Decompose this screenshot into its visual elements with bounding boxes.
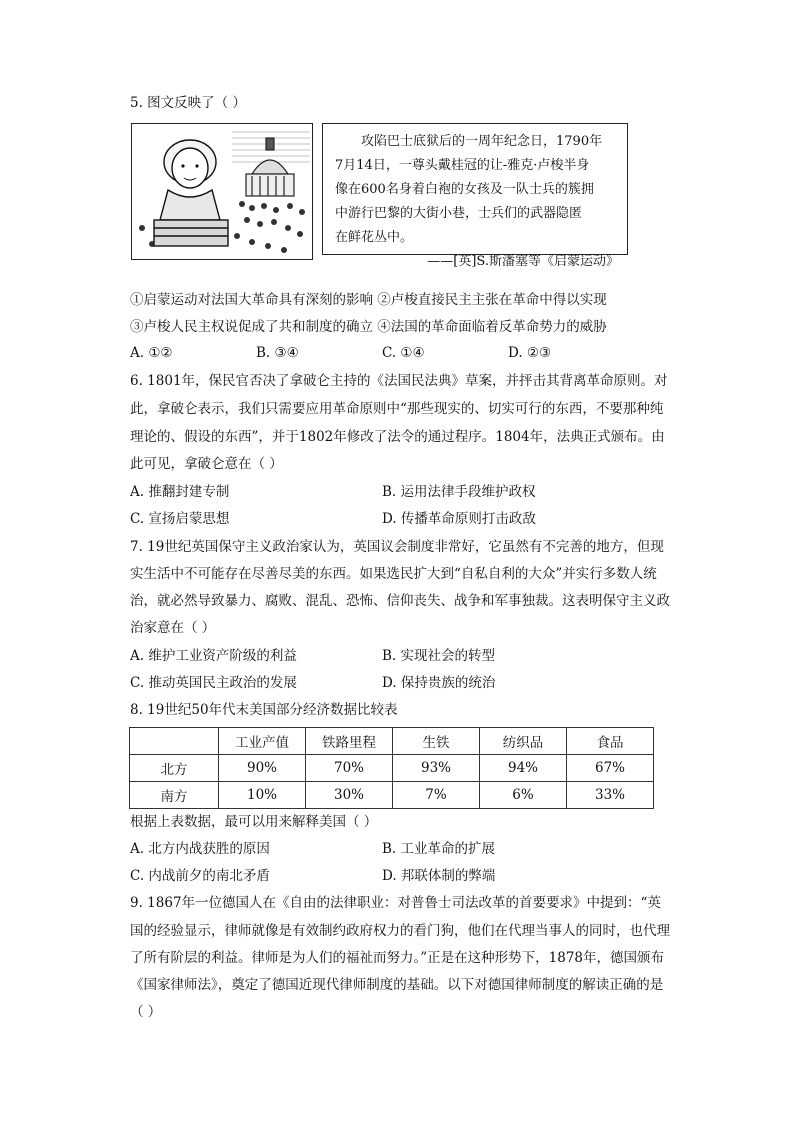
quote-source: ——[英]S.斯潘塞等《启蒙运动》 bbox=[427, 254, 619, 269]
q9-line: （ ） bbox=[130, 1004, 162, 1020]
q7-option-a[interactable]: A. 维护工业资产阶级的利益 bbox=[130, 648, 297, 664]
table-row bbox=[130, 782, 654, 809]
q6-line: 6. 1801年，保民官否决了拿破仑主持的《法国民法典》草案，并抨击其背离革命原则。对 bbox=[130, 373, 668, 389]
table-cell: 94% bbox=[480, 755, 567, 782]
q9-line: 了所有阶层的利益。律师是为人们的福祉而努力。”正是在这种形势下，1878年，德国颁布 bbox=[130, 950, 665, 966]
table-cell: 北方 bbox=[130, 755, 219, 782]
q6-line: 此可见，拿破仑意在（ ） bbox=[130, 456, 283, 472]
q7-option-d[interactable]: D. 保持贵族的统治 bbox=[382, 675, 496, 691]
q7-line: 治，就必然导致暴力、腐败、混乱、恐怖、信仰丧失、战争和军事独裁。这表明保守主义政 bbox=[130, 593, 670, 609]
table-cell: 33% bbox=[567, 782, 654, 809]
table-row bbox=[130, 755, 654, 782]
table-header-cell: 工业产值 bbox=[219, 728, 306, 755]
table-cell: 10% bbox=[219, 782, 306, 809]
q8-option-c[interactable]: C. 内战前夕的南北矛盾 bbox=[130, 868, 270, 884]
table-cell: 南方 bbox=[130, 782, 219, 809]
q5-option-d[interactable]: D. ②③ bbox=[508, 345, 552, 361]
table-header-cell: 生铁 bbox=[393, 728, 480, 755]
quote-line: 中游行巴黎的大街小巷，士兵们的武器隐匿 bbox=[335, 206, 583, 221]
q6-option-a[interactable]: A. 推翻封建专制 bbox=[130, 484, 230, 500]
quote-line: 在鲜花丛中。 bbox=[335, 230, 414, 245]
q7-line: 实生活中不可能存在尽善尽美的东西。如果选民扩大到“自私自利的大众”并实行多数人统 bbox=[130, 566, 657, 582]
q6-option-c[interactable]: C. 宣扬启蒙思想 bbox=[130, 511, 230, 527]
q7-line: 治家意在（ ） bbox=[130, 620, 216, 636]
q5-stem: 5. 图文反映了（ ） bbox=[130, 95, 246, 111]
table-cell: 70% bbox=[306, 755, 393, 782]
quote-line: 7月14日，一尊头戴桂冠的让-雅克·卢梭半身 bbox=[335, 158, 590, 173]
table-cell: 6% bbox=[480, 782, 567, 809]
q5-option-c[interactable]: C. ①④ bbox=[382, 345, 425, 361]
table-cell: 93% bbox=[393, 755, 480, 782]
q7-option-b[interactable]: B. 实现社会的转型 bbox=[382, 648, 496, 664]
q6-option-d[interactable]: D. 传播革命原则打击政敌 bbox=[382, 511, 536, 527]
q8-stem: 8. 19世纪50年代末美国部分经济数据比较表 bbox=[130, 702, 398, 718]
q5-option-a[interactable]: A. ①② bbox=[130, 345, 173, 361]
table-header-row bbox=[130, 728, 654, 755]
q5-statement-1: ①启蒙运动对法国大革命具有深刻的影响 ②卢梭直接民主主张在革命中得以实现 bbox=[130, 292, 607, 308]
q7-line: 7. 19世纪英国保守主义政治家认为，英国议会制度非常好，它虽然有不完善的地方，但现 bbox=[130, 539, 664, 555]
q9-line: 国的经验显示，律师就像是有效制约政府权力的看门狗，他们在代理当事人的同时，也代理 bbox=[130, 923, 670, 939]
economic-data-table bbox=[129, 727, 654, 809]
q8-option-d[interactable]: D. 邦联体制的弊端 bbox=[382, 868, 496, 884]
q7-option-c[interactable]: C. 推动英国民主政治的发展 bbox=[130, 675, 297, 691]
q6-option-b[interactable]: B. 运用法律手段维护政权 bbox=[382, 484, 536, 500]
engraving-icon bbox=[132, 124, 312, 259]
table-cell: 30% bbox=[306, 782, 393, 809]
table-header-cell: 食品 bbox=[567, 728, 654, 755]
table-header-cell: 纺织品 bbox=[480, 728, 567, 755]
q5-quote-box bbox=[322, 123, 628, 269]
table-header-cell bbox=[130, 728, 219, 755]
rousseau-bust-illustration bbox=[131, 123, 313, 260]
table-cell: 67% bbox=[567, 755, 654, 782]
q5-option-b[interactable]: B. ③④ bbox=[256, 345, 299, 361]
q6-line: 此，拿破仑表示，我们只需要应用革命原则中“那些现实的、切实可行的东西，不要那种纯 bbox=[130, 401, 664, 417]
table-cell: 7% bbox=[393, 782, 480, 809]
q9-line: 《国家律师法》，奠定了德国近现代律师制度的基础。以下对德国律师制度的解读正确的是 bbox=[130, 977, 664, 993]
q8-after-table: 根据上表数据，最可以用来解释美国（ ） bbox=[130, 814, 378, 830]
q9-line: 9. 1867年一位德国人在《自由的法律职业：对普鲁士司法改革的首要要求》中提到：“英 bbox=[130, 895, 661, 911]
q8-option-a[interactable]: A. 北方内战获胜的原因 bbox=[130, 841, 270, 857]
q5-statement-2: ③卢梭人民主权说促成了共和制度的确立 ④法国的革命面临着反革命势力的威胁 bbox=[130, 319, 607, 335]
table-header-cell: 铁路里程 bbox=[306, 728, 393, 755]
quote-line: 攻陷巴士底狱后的一周年纪念日，1790年 bbox=[361, 134, 603, 149]
quote-line: 像在600名身着白袍的女孩及一队士兵的簇拥 bbox=[335, 182, 594, 197]
q6-line: 理论的、假设的东西”，并于1802年修改了法令的通过程序。1804年，法典正式颁布。由 bbox=[130, 429, 665, 445]
q8-option-b[interactable]: B. 工业革命的扩展 bbox=[382, 841, 496, 857]
table-cell: 90% bbox=[219, 755, 306, 782]
